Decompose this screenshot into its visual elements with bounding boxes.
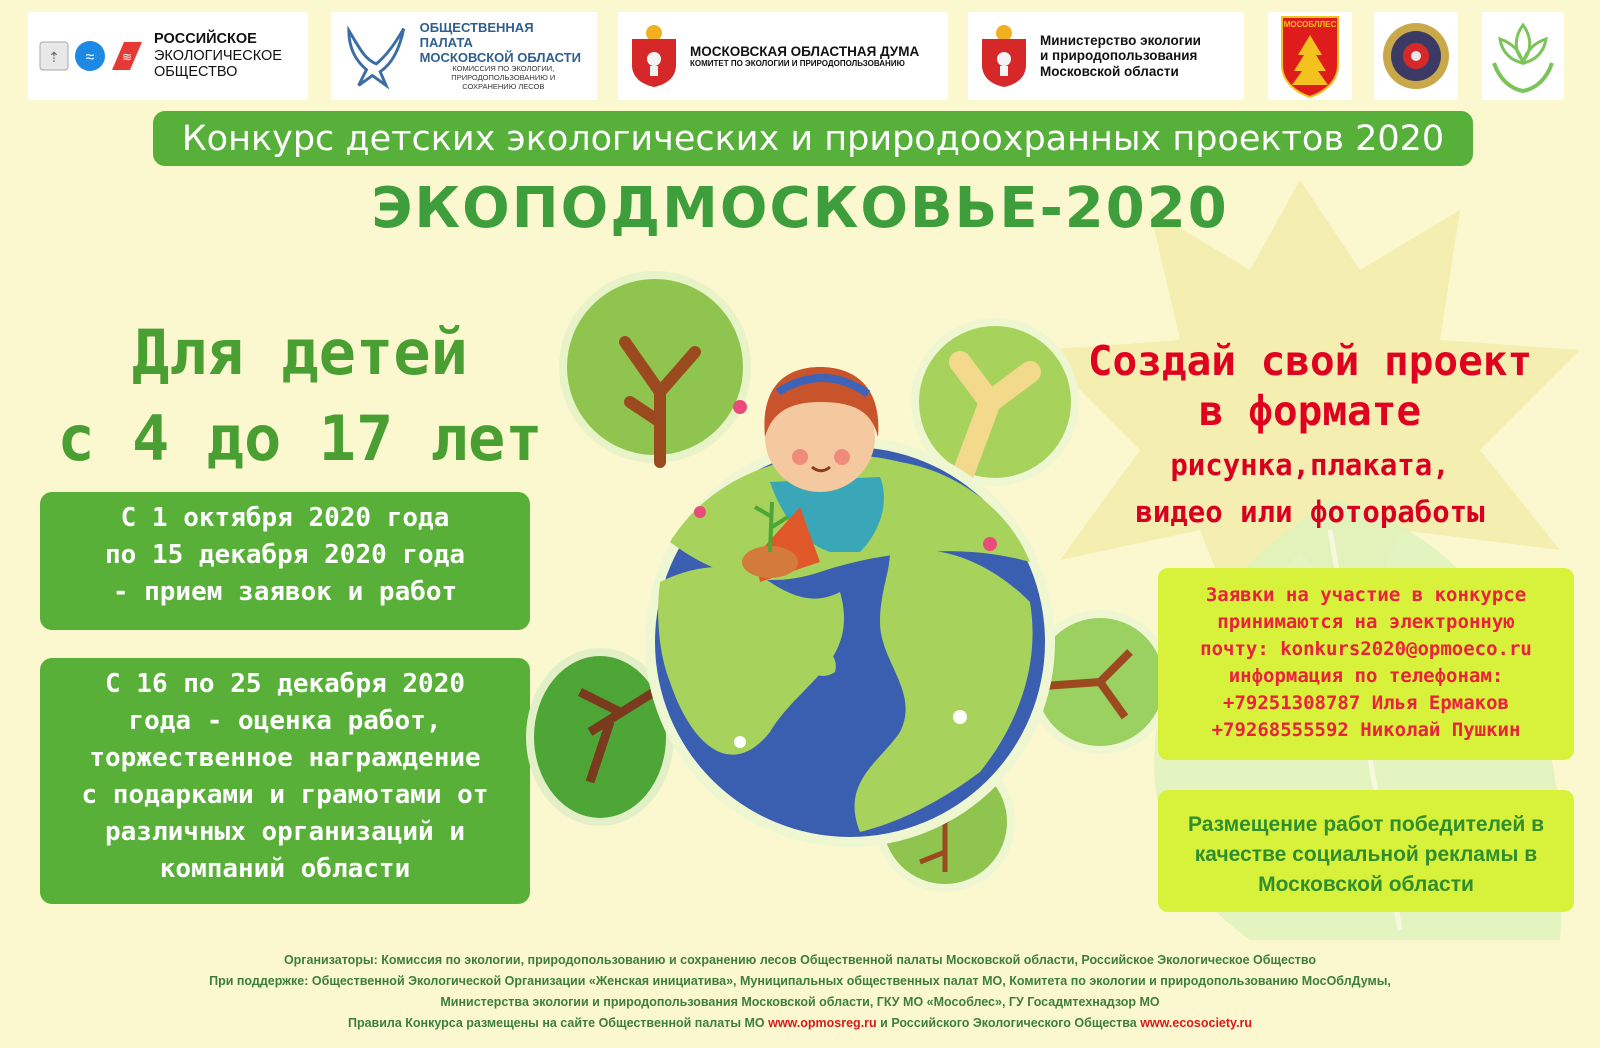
headline-line-1: Создай свой проект	[1087, 337, 1533, 385]
box2-line-5: различных организаций и	[104, 817, 466, 847]
footer-support: При поддержке: Общественной Экологической Организации «Женская инициатива», Муниципальных общественных палат МО, Комитета по экологии и природопользованию МосОблДумы,	[209, 974, 1391, 988]
evaluation-period-box	[40, 658, 530, 904]
page-title: ЭКОПОДМОСКОВЬЕ-2020	[371, 176, 1229, 241]
ministry-line-2: и природопользования	[1040, 48, 1198, 64]
logo-mosobles	[1268, 12, 1352, 100]
box2-line-6: компаний области	[159, 854, 411, 884]
footer-support-cont: Министерства экологии и природопользования Московской области, ГКУ МО «Мособлес», ГУ Госадмтехнадзор МО	[440, 995, 1160, 1009]
contact-box	[1158, 568, 1574, 760]
social-ad-box	[1158, 790, 1574, 912]
contact-line-2: принимаются на электронную	[1217, 611, 1515, 633]
contact-line-1: Заявки на участие в конкурсе	[1205, 584, 1527, 606]
chamber-sub-1: КОМИССИЯ ПО ЭКОЛОГИИ,	[452, 64, 555, 74]
emblem-badge-icon	[1381, 16, 1451, 96]
reo-emblem-icon	[38, 36, 144, 76]
formats-line-2: видео или фотоработы	[1135, 495, 1485, 529]
logo-public-chamber	[331, 12, 597, 100]
chamber-title-2: МОСКОВСКОЙ ОБЛАСТИ	[419, 49, 581, 65]
chamber-sub-3: СОХРАНЕНИЮ ЛЕСОВ	[462, 81, 545, 91]
social-line-3: Московской области	[1258, 873, 1474, 896]
headline-line-2: в формате	[1198, 387, 1422, 435]
box2-line-4: с подарками и грамотами от	[81, 780, 489, 810]
link-ecosociety[interactable]: www.ecosociety.ru	[1140, 1016, 1253, 1030]
lotus-hands-icon	[1488, 15, 1558, 97]
reo-line-2: ЭКОЛОГИЧЕСКОЕ	[154, 47, 282, 64]
logo-reo	[28, 12, 308, 100]
logo-duma	[618, 12, 948, 100]
svg-text:≋: ≋	[121, 50, 133, 64]
svg-text:⇡: ⇡	[48, 49, 60, 65]
ministry-line-1: Министерство экологии	[1040, 32, 1201, 48]
footer-organizers: Организаторы: Комиссия по экологии, природопользованию и сохранению лесов Общественной палаты Московской области, Российское Экологическое Общество	[283, 953, 1317, 967]
mosobles-label: МОСОБЛЛЕС	[1283, 20, 1337, 29]
reo-line-3: ОБЩЕСТВО	[154, 64, 238, 81]
box1-line-1: С 1 октября 2020 года	[120, 503, 450, 533]
footer-rules-text-2: и Российского Экологического Общества	[880, 1016, 1137, 1030]
duma-title: МОСКОВСКАЯ ОБЛАСТНАЯ ДУМА	[690, 43, 920, 59]
tree-top-left-icon	[563, 275, 747, 462]
age-line-2: с 4 до 17 лет	[57, 402, 543, 475]
contact-phone-2[interactable]: +79268555592 Николай Пушкин	[1211, 719, 1521, 741]
age-range	[40, 310, 560, 482]
headline	[1040, 336, 1580, 436]
logo-gosadmtehnadzor	[1374, 12, 1458, 100]
svg-text:≈: ≈	[85, 49, 95, 66]
ministry-line-3: Московской области	[1040, 63, 1179, 79]
formats-text	[1080, 442, 1540, 536]
footer-rules	[0, 1013, 1600, 1034]
chamber-title-1: ОБЩЕСТВЕННАЯ ПАЛАТА	[419, 19, 534, 50]
logo-womens-initiative	[1482, 12, 1564, 100]
contact-line-4: информация по телефонам:	[1228, 665, 1504, 687]
link-opmosreg[interactable]: www.opmosreg.ru	[768, 1016, 877, 1030]
contact-email[interactable]: почту: konkurs2020@opmoeco.ru	[1200, 638, 1532, 660]
box2-line-3: торжественное награждение	[89, 743, 481, 773]
chamber-sub-2: ПРИРОДОПОЛЬЗОВАНИЮ И	[451, 73, 556, 83]
contact-phone-1[interactable]: +79251308787 Илья Ермаков	[1223, 692, 1509, 714]
contest-banner: Конкурс детских экологических и природоохранных проектов 2020	[153, 111, 1473, 166]
footer-rules-text: Правила Конкурса размещены на сайте Общественной палаты МО	[347, 1016, 765, 1030]
reo-line-1: РОССИЙСКОЕ	[154, 30, 257, 47]
age-line-1: Для детей	[132, 316, 468, 389]
box2-line-1: С 16 по 25 декабря 2020	[104, 669, 466, 699]
social-line-1: Размещение работ победителей в	[1188, 813, 1544, 836]
box1-line-3: - прием заявок и работ	[112, 577, 458, 607]
mosobles-shield-icon	[1278, 13, 1342, 99]
box2-line-2: года - оценка работ,	[128, 706, 442, 736]
dove-icon	[341, 20, 410, 92]
formats-line-1: рисунка,плаката,	[1170, 448, 1450, 482]
logo-ministry	[968, 12, 1244, 100]
coat-of-arms-icon	[978, 23, 1030, 89]
footer	[0, 950, 1600, 1034]
duma-sub: КОМИТЕТ ПО ЭКОЛОГИИ И ПРИРОДОПОЛЬЗОВАНИЮ	[690, 59, 905, 69]
social-line-2: качестве социальной рекламы в	[1194, 843, 1538, 866]
coat-of-arms-icon	[628, 23, 680, 89]
box1-line-2: по 15 декабря 2020 года	[104, 540, 466, 570]
application-period-box	[40, 492, 530, 630]
